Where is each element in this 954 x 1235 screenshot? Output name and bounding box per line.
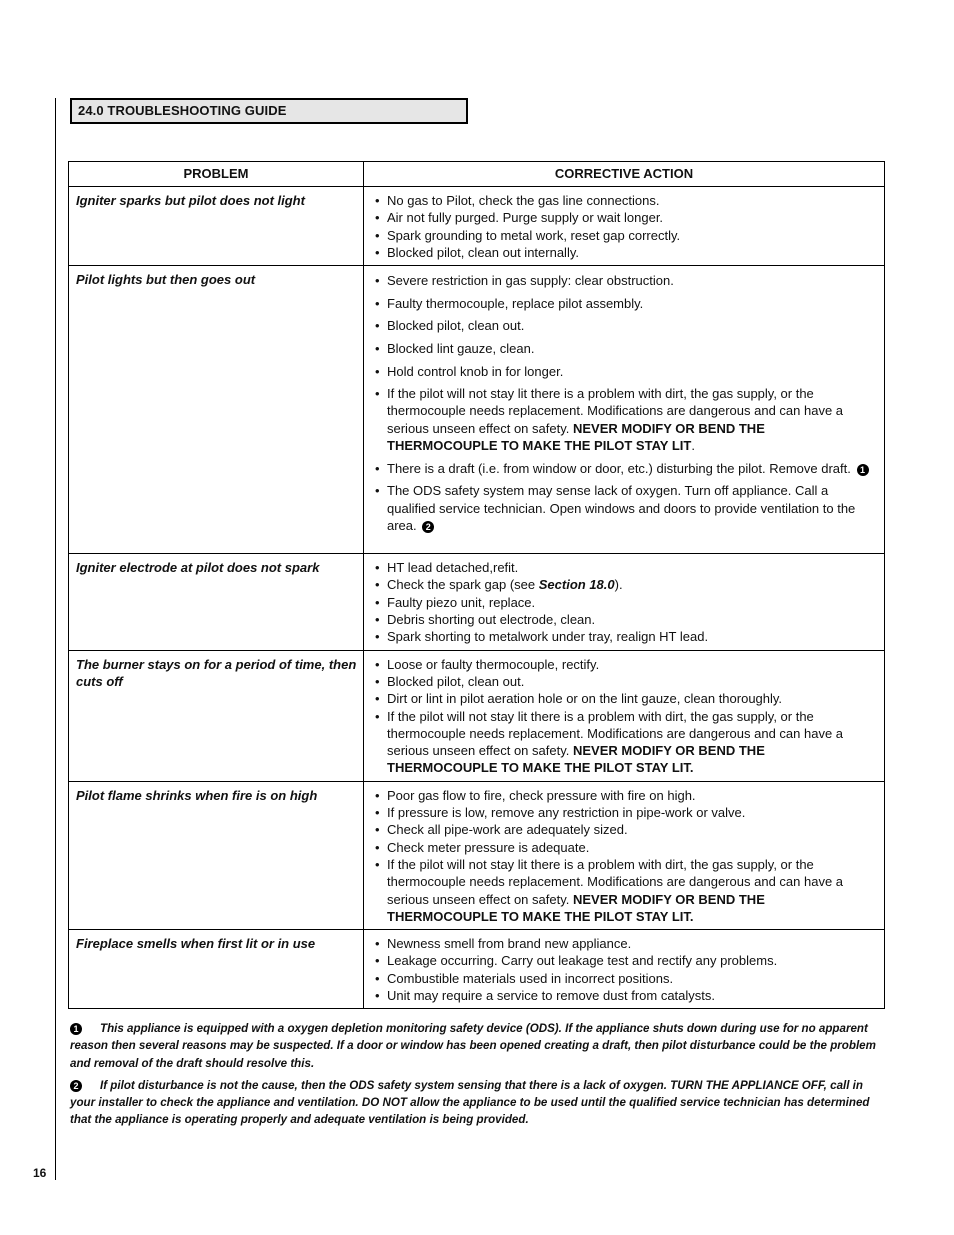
problem-cell: Fireplace smells when first lit or in use <box>69 930 364 1009</box>
list-item: • Air not fully purged. Purge supply or wait longer. <box>375 209 876 226</box>
draft-text: There is a draft (i.e. from window or door, etc.) disturbing the pilot. Remove draft. <box>387 460 851 476</box>
list-item: • Combustible materials used in incorrect positions. <box>375 970 876 987</box>
footnote-1 <box>70 1020 886 1072</box>
list-item: • Faulty thermocouple, replace pilot assembly. <box>375 295 876 312</box>
ods-text: The ODS safety system may sense lack of oxygen. Turn off appliance. Call a qualified service technician. Open windows and doors to provide ventilation to the area. <box>387 483 856 533</box>
list-item: • No gas to Pilot, check the gas line connections. <box>375 192 876 209</box>
table-row <box>69 781 885 929</box>
warning-bold: NEVER MODIFY OR BEND THE THERMOCOUPLE TO MAKE THE PILOT STAY LIT. <box>387 743 765 776</box>
list-item: • Newness smell from brand new appliance. <box>375 935 876 952</box>
margin-rule <box>55 98 56 1180</box>
action-list <box>375 192 876 261</box>
action-cell <box>364 930 885 1009</box>
table-header-row <box>69 162 885 187</box>
footnote-marker-1-icon: 1 <box>857 464 869 476</box>
footnote-2 <box>70 1077 886 1129</box>
action-cell <box>364 187 885 266</box>
problem-cell: Igniter electrode at pilot does not spark <box>69 554 364 650</box>
footnote-marker-2-icon: 2 <box>70 1080 82 1092</box>
section-title-text: 24.0 TROUBLESHOOTING GUIDE <box>78 103 287 118</box>
footnote-marker-2-icon: 2 <box>422 521 434 533</box>
list-item: • HT lead detached,refit. <box>375 559 876 576</box>
list-item <box>375 576 876 593</box>
list-item: • Spark shorting to metalwork under tray, realign HT lead. <box>375 628 876 645</box>
page-number: 16 <box>33 1166 47 1180</box>
list-item: • Poor gas flow to fire, check pressure with fire on high. <box>375 787 876 804</box>
action-list <box>375 935 876 1004</box>
warning-end: . <box>691 438 695 454</box>
list-item: • Faulty piezo unit, replace. <box>375 594 876 611</box>
list-item <box>375 482 876 534</box>
footnote-text: If pilot disturbance is not the cause, then the ODS safety system sensing that there is a lack of oxygen. TURN THE APPLIANCE OFF, call in your installer to check the appliance and ventilation. DO NOT allow the appliance to be used until the qualified service technician has determined that the appliance is operating properly and adequate ventilation is being provided. <box>70 1078 870 1127</box>
footnote-marker-1-icon: 1 <box>70 1023 82 1035</box>
table-row <box>69 266 885 554</box>
warning-text: If the pilot will not stay lit there is a problem with dirt, the gas supply, or the thermocouple needs replacement. Modifications are dangerous and can have a serious unseen effect on safety. <box>387 386 844 436</box>
list-item: • Unit may require a service to remove dust from catalysts. <box>375 987 876 1004</box>
spark-gap-text: Check the spark gap (see <box>387 577 539 593</box>
table-row <box>69 554 885 650</box>
list-item: • Debris shorting out electrode, clean. <box>375 611 876 628</box>
table-row <box>69 930 885 1009</box>
list-item <box>375 385 876 454</box>
action-cell <box>364 781 885 929</box>
list-item: • Severe restriction in gas supply: clear obstruction. <box>375 272 876 289</box>
action-list <box>375 559 876 645</box>
section-reference: Section 18.0 <box>538 577 615 593</box>
troubleshooting-table <box>68 161 885 1009</box>
list-item: • Blocked lint gauze, clean. <box>375 340 876 357</box>
footnotes <box>70 1020 886 1134</box>
list-item: • Check all pipe-work are adequately sized. <box>375 821 876 838</box>
action-list <box>375 787 876 925</box>
warning-text: If the pilot will not stay lit there is a problem with dirt, the gas supply, or the thermocouple needs replacement. Modifications are dangerous and can have a serious unseen effect on safety. <box>387 708 844 759</box>
header-problem: PROBLEM <box>69 162 364 187</box>
list-item: • Loose or faulty thermocouple, rectify. <box>375 656 876 673</box>
table-row <box>69 187 885 266</box>
list-item: • Blocked pilot, clean out. <box>375 317 876 334</box>
list-item <box>375 856 876 925</box>
footnote-text: This appliance is equipped with a oxygen depletion monitoring safety device (ODS). If the appliance shuts down during use for no apparent reason then several reasons may be suspected. If a door or window has been opened creating a draft, then pilot disturbance could be the problem and removal of the draft should resolve this. <box>70 1022 876 1070</box>
list-item <box>375 460 876 477</box>
action-cell <box>364 650 885 781</box>
list-item: • Spark grounding to metal work, reset gap correctly. <box>375 227 876 244</box>
warning-bold: NEVER MODIFY OR BEND THE THERMOCOUPLE TO MAKE THE PILOT STAY LIT <box>387 420 765 454</box>
list-item: • If pressure is low, remove any restriction in pipe-work or valve. <box>375 804 876 821</box>
list-item: • Blocked pilot, clean out. <box>375 673 876 690</box>
list-item: • Check meter pressure is adequate. <box>375 839 876 856</box>
problem-cell: Pilot lights but then goes out <box>69 266 364 554</box>
spark-gap-end: ). <box>614 577 623 593</box>
list-item <box>375 708 876 777</box>
problem-cell: Igniter sparks but pilot does not light <box>69 187 364 266</box>
list-item: • Hold control knob in for longer. <box>375 363 876 380</box>
table-row <box>69 650 885 781</box>
action-cell <box>364 266 885 554</box>
action-cell <box>364 554 885 650</box>
problem-cell: The burner stays on for a period of time, then cuts off <box>69 650 364 781</box>
action-list <box>375 656 876 777</box>
problem-cell: Pilot flame shrinks when fire is on high <box>69 781 364 929</box>
warning-text: If the pilot will not stay lit there is a problem with dirt, the gas supply, or the thermocouple needs replacement. Modifications are dangerous and can have a serious unseen effect on safety. <box>387 856 844 907</box>
action-list <box>375 272 876 534</box>
section-title <box>70 98 468 124</box>
list-item: • Dirt or lint in pilot aeration hole or on the lint gauze, clean thoroughly. <box>375 690 876 707</box>
list-item: • Blocked pilot, clean out internally. <box>375 244 876 261</box>
header-corrective-action: CORRECTIVE ACTION <box>364 162 885 187</box>
warning-bold: NEVER MODIFY OR BEND THE THERMOCOUPLE TO MAKE THE PILOT STAY LIT. <box>387 891 765 924</box>
list-item: • Leakage occurring. Carry out leakage test and rectify any problems. <box>375 952 876 969</box>
